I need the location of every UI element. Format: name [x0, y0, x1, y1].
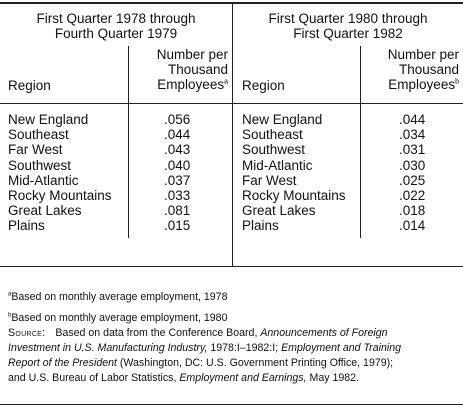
center-divider: [232, 3, 233, 266]
source-note-line2: Investment in U.S. Manufacturing Industry, 1978:I–1982:I; Employment and Training: [8, 342, 401, 354]
left-period-title-line1: First Quarter 1978 through: [36, 11, 196, 26]
right-period-title-line2: First Quarter 1982: [293, 26, 403, 41]
table-row-right-value: .030: [399, 157, 426, 173]
table-row-left-region: Mid-Atlantic: [8, 172, 79, 188]
table-row-right-value: .014: [399, 218, 426, 234]
table-row-left-region: Plains: [8, 218, 45, 234]
footnote-b: $^b$Based on monthly average employment, 1980: [8, 312, 228, 324]
right-region-header: Region: [242, 78, 285, 93]
footnotes: [8, 290, 458, 386]
table-row-left-region: Southwest: [8, 157, 72, 173]
table-row-left-region: Southeast: [8, 127, 69, 143]
table-row-left-value: .056: [164, 112, 191, 127]
table-row-left-value: .043: [164, 142, 191, 158]
table-row-left-region: New England: [8, 112, 89, 127]
left-region-header: Region: [8, 78, 51, 93]
left-value-header: [133, 47, 228, 92]
source-note-line1: Source: Based on data from the Conference Board, Announcements of Foreign: [8, 327, 388, 339]
left-value-header-line2: Thousand: [167, 62, 228, 77]
footnote-a: $^a$Based on monthly average employment, 1978: [8, 291, 228, 303]
right-footnote-mark: b: [455, 78, 459, 86]
table-row-right-value: .044: [399, 112, 426, 127]
table-row-left-region: Far West: [8, 142, 63, 158]
source-label: Source:: [8, 327, 46, 339]
right-period-title: [233, 11, 463, 41]
table-row-left-value: .037: [164, 172, 191, 188]
left-value-header-line1: Number per: [156, 47, 228, 62]
table-row-right-value: .034: [399, 127, 426, 143]
bottom-rule: [0, 404, 463, 405]
table-row-left-value: .033: [164, 188, 191, 204]
source-note-line3: Report of the President (Washington, DC: U.S. Government Printing Office, 1979);: [8, 357, 394, 369]
left-value-column: [164, 112, 190, 234]
left-header-divider: [128, 46, 129, 103]
table-row-left-region: Rocky Mountains: [8, 188, 112, 204]
table-row-right-value: .018: [399, 203, 426, 219]
table-row-left-value: .040: [164, 157, 191, 173]
table-row-right-value: .025: [399, 172, 426, 188]
table-row-left-value: .015: [164, 218, 191, 234]
right-body-divider: [360, 104, 361, 238]
left-period-title: [0, 11, 232, 41]
table-row-right-region: New England: [242, 112, 323, 127]
right-value-header-line2: Thousand: [398, 62, 459, 77]
table-row-right-region: Southeast: [242, 127, 303, 143]
table-row-right-region: Far West: [242, 172, 297, 188]
table-row-left-region: Great Lakes: [8, 203, 82, 219]
table-row-right-region: Rocky Mountains: [242, 188, 346, 204]
left-region-column: [8, 112, 112, 234]
right-value-column: [399, 112, 425, 234]
table-row-left-value: .081: [164, 203, 191, 219]
table-row-right-value: .031: [399, 142, 426, 158]
table-row-right-region: Great Lakes: [242, 203, 316, 219]
left-footnote-mark: a: [224, 78, 228, 86]
table-row-right-region: Plains: [242, 218, 279, 234]
right-period-title-line1: First Quarter 1980 through: [268, 11, 428, 26]
left-period-title-line2: Fourth Quarter 1979: [54, 26, 178, 41]
right-value-header-line1: Number per: [387, 47, 459, 62]
source-note-line4: and U.S. Bureau of Labor Statistics, Employment and Earnings, May 1982.: [8, 372, 359, 384]
right-value-header: [364, 47, 459, 92]
left-body-divider: [128, 104, 129, 238]
right-value-header-line3: Employees$^b$: [388, 77, 459, 92]
table-row-right-region: Mid-Atlantic: [242, 157, 313, 173]
table-row-left-value: .044: [164, 127, 191, 143]
table-row-right-region: Southwest: [242, 142, 306, 158]
left-value-header-line3: Employees$^a$: [157, 77, 228, 92]
right-header-divider: [360, 46, 361, 103]
right-region-column: [242, 112, 346, 234]
table-row-right-value: .022: [399, 188, 426, 204]
table-bottom-rule: [0, 266, 463, 267]
